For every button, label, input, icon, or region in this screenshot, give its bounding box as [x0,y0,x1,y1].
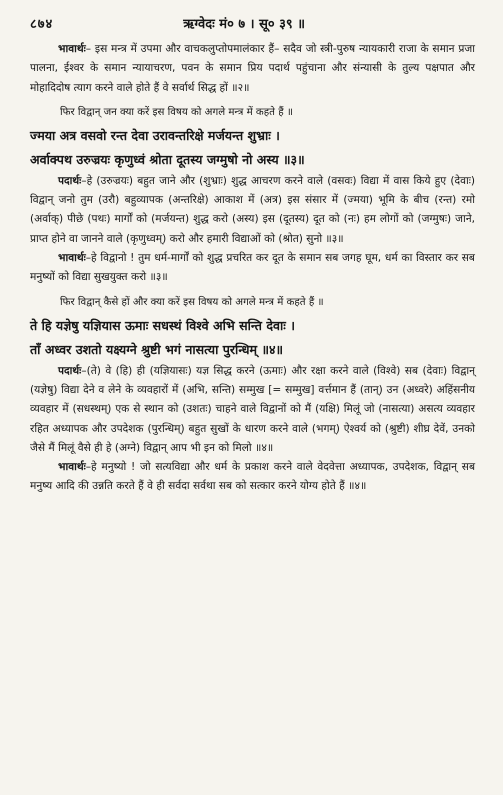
bhavartha-label: भावार्थः [58,461,86,474]
mantra-4-intro: फिर विद्वान् कैसे हों और क्या करें इस विषय को अगले मन्त्र में कहते हैं ॥ [60,296,324,308]
mantra-3-line-1: ज्मया अत्र वसवो रन्त देवा उरावन्तरिक्षे मर्जयन्त शुभ्राः । [30,127,280,143]
bhavartha-3 [30,249,475,288]
padartha-4 [30,362,475,458]
mantra-4 [30,314,475,362]
mantra-3 [30,124,475,172]
padartha-text: –हे (उरुज्रयः) बहुत जाने और (शुभ्राः) शुद्ध आचरण करने वाले (वसवः) विद्या में वास किये हुए (देवाः) विद्वान् जनो तुम (उरौ) बहुव्यापक (अन्तरिक्षे) आकाश में (अत्र) इस संसार में (ज्मया) भूमि के बीच (रन्त) रमो (अर्वाक्) पीछे (पथः) मार्गों को (मर्जयन्त) शुद्ध करो (अस्य) इस (दूतस्य) दूत को (नः) हम लोगों को (जग्मुषः) जाने, प्राप्त होने वा जानने वाले (कृणुध्वम्) करो और हमारी विद्याओं को (श्रोत) सुनो ॥३॥ [30,174,475,245]
mantra-3-line-2: अर्वाक्पथ उरुज्रयः कृणुध्वं श्रोता दूतस्य जग्मुषो नो अस्य ॥३॥ [30,151,305,167]
bhavartha-label: भावार्थः [58,252,86,265]
page-header [30,14,475,36]
mantra-3-intro: फिर विद्वान् जन क्या करें इस विषय को अगले मन्त्र में कहते हैं ॥ [60,106,293,118]
padartha-3 [30,172,475,249]
bhavartha-label: भावार्थः [58,43,86,55]
mantra-4-line-2: ताँ अध्वर उशतो यक्ष्यग्ने श्रुष्टी भगं नासत्या पुरन्धिम् ॥४॥ [30,341,284,357]
padartha-label: पदार्थः [58,364,82,377]
mantra-4-line-1: ते हि यज्ञेषु यज्ञियास ऊमाः सधस्थं विश्वे अभि सन्ति देवाः । [30,317,295,333]
bhavartha-4 [30,458,475,497]
bhavartha-text: – इस मन्त्र में उपमा और वाचकलुप्तोपमालंकार हैं– सदैव जो स्त्री-पुरुष न्यायकारी राजा के समान प्रजा पालना, ईश्वर के समान न्यायाचरण, पवन के समान प्रिय पदार्थ पहुंचाना और संन्यासी के तुल्य पक्षपात और मोहादिदोष त्याग करने वाले होते हैं वे सर्वार्थ सिद्ध हों ॥२॥ [30,43,475,94]
page-number: ८७४ [30,17,54,32]
bhavartha-2 [30,40,475,98]
bhavartha-text: –हे मनुष्यो ! जो सत्यविद्या और धर्म के प्रकाश करने वाले वेदवेत्ता अध्यापक, उपदेशक, विद्वान् सब मनुष्य आदि की उन्नति करते हैं वे ही सर्वदा सर्वथा सब को सत्कार करने योग्य होते हैं ॥४॥ [30,461,475,493]
bhavartha-text: –हे विद्वानो ! तुम धर्म-मार्गों को शुद्ध प्रचरित कर दूत के समान सब जगह घूम, धर्म का विस्तार कर सब मनुष्यों को विद्या सुखयुक्त करो ॥३॥ [30,252,475,284]
padartha-label: पदार्थः [58,174,82,187]
padartha-text: –(ते) वे (हि) ही (यज्ञियासः) यज्ञ सिद्ध करने (ऊमाः) और रक्षा करने वाले (विश्वे) सब (देवाः) विद्वान् (यज्ञेषु) विद्या देने व लेने के व्यवहारों में (अभि, सन्ति) सम्मुख [= सम्मुख] वर्त्तमान हैं (तान्) उन (अध्वरे) अहिंसनीय व्यवहार में (सधस्थम्) एक से स्थान को (उशतः) चाहने वाले विद्वानों को मैं (यक्षि) मिलूं जो (नासत्या) असत्य व्यवहार रहित अध्यापक और उपदेशक (पुरन्धिम्) बहुत सुखों के धारण करने वाले (भगम्) ऐश्वर्य को (श्रुष्टी) शीघ्र देवें, उनको जैसे मैं मिलूं वैसे ही हे (अग्ने) विद्वान् आप भी इन को मिलो ॥४॥ [30,364,475,454]
running-head: ऋग्वेदः मं० ७ । सू० ३९ ॥ [183,17,305,32]
